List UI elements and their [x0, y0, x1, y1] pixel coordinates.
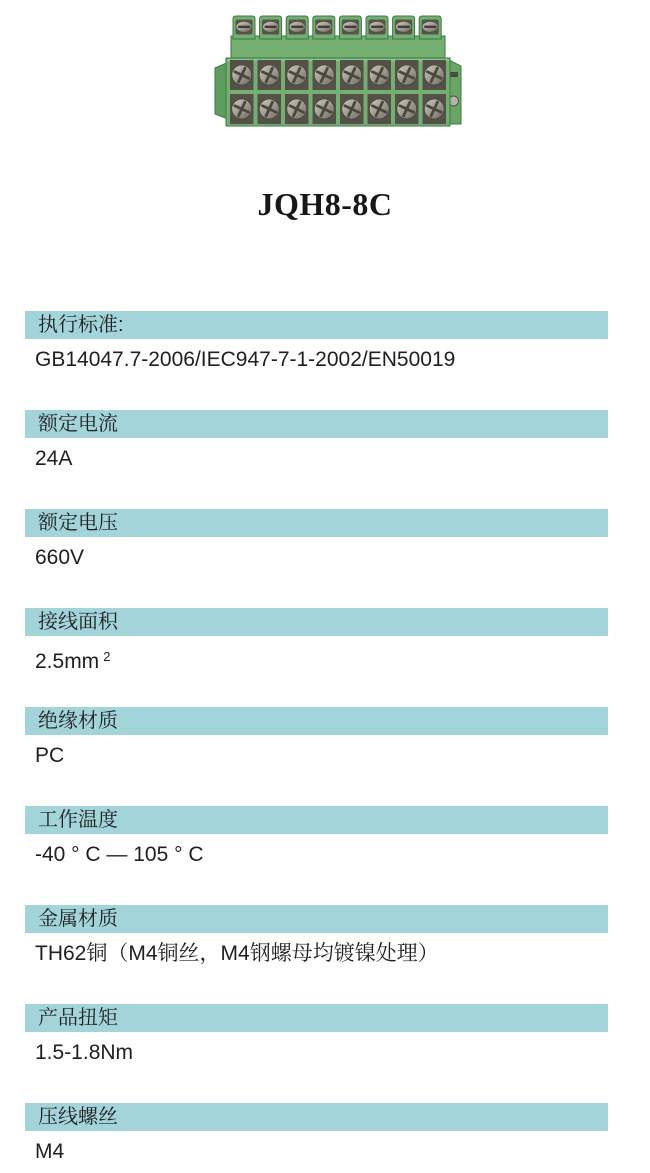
spec-value: 660V: [35, 546, 85, 569]
product-title: JQH8-8C: [257, 186, 393, 222]
spec-label: 工作温度: [25, 806, 608, 834]
spec-value: GB14047.7-2006/IEC947-7-1-2002/EN50019: [35, 348, 456, 371]
spec-label: 额定电压: [25, 509, 608, 537]
spec-row-working-temperature: [25, 806, 608, 868]
spec-label: 压线螺丝: [25, 1103, 608, 1131]
spec-row-insulation-material: [25, 707, 608, 769]
spec-label: 额定电流: [25, 410, 608, 438]
spec-value-text: 2.5mm: [35, 650, 100, 673]
spec-row-metal-material: [25, 905, 608, 967]
spec-value: 24A: [35, 447, 73, 470]
spec-value: -40 ° C — 105 ° C: [35, 843, 204, 866]
spec-row-standard: [25, 311, 608, 373]
spec-row-clamping-screw: [25, 1103, 608, 1165]
spec-row-rated-voltage: [25, 509, 608, 571]
spec-row-rated-current: [25, 410, 608, 472]
terminal-block-photo: [213, 10, 463, 128]
spec-label: 金属材质: [25, 905, 608, 933]
spec-value: TH62铜（M4铜丝，M4钢螺母均镀镍处理）: [35, 942, 439, 965]
spec-value: 1.5-1.8Nm: [35, 1041, 134, 1064]
spec-value: PC: [35, 744, 65, 767]
spec-label: 产品扭矩: [25, 1004, 608, 1032]
spec-value-superscript: 2: [103, 649, 111, 664]
spec-value: M4: [35, 1140, 65, 1163]
spec-label: 绝缘材质: [25, 707, 608, 735]
terminal-block-image: [213, 10, 463, 128]
spec-value: [25, 644, 608, 675]
spec-row-wiring-area: [25, 608, 608, 675]
spec-row-product-torque: [25, 1004, 608, 1066]
spec-label: 执行标准:: [25, 311, 608, 339]
spec-label: 接线面积: [25, 608, 608, 636]
